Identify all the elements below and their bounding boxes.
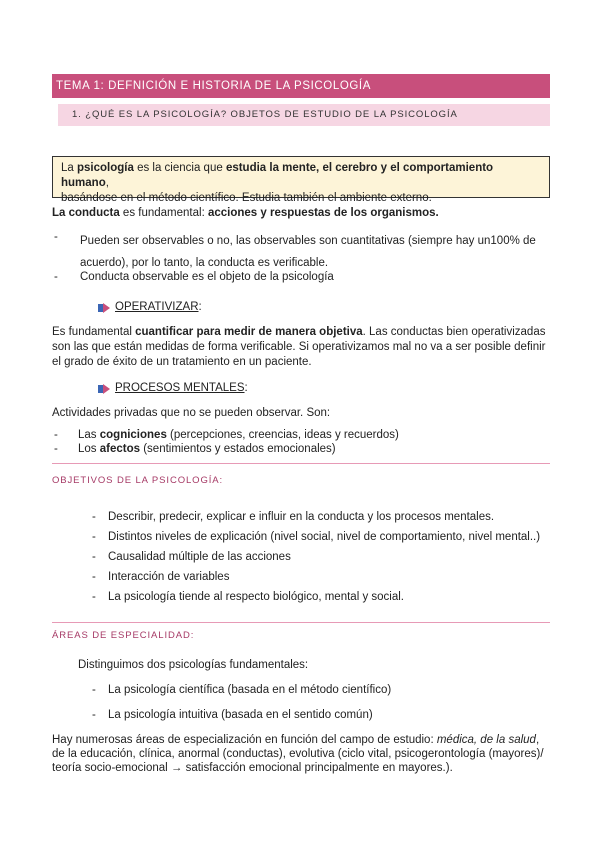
areas-item: La psicología intuitiva (basada en el sentido común): [108, 709, 373, 721]
dash-marker: -: [92, 591, 96, 603]
definition-emphasis: estudia la mente, el cerebro y el comportamiento humano: [61, 162, 494, 189]
definition-text: ,: [105, 177, 109, 189]
operativizar-text: Es fundamental: [52, 326, 136, 338]
dash-marker: -: [92, 511, 96, 523]
bullet-arrow-icon: [98, 303, 110, 313]
dash-marker: -: [92, 709, 96, 721]
conducta-bullet-1-line-1: Pueden ser observables o no, las observables son cuantitativas (siempre hay un100% de: [80, 235, 536, 247]
definition-box: [52, 156, 550, 204]
dash-marker: -: [54, 429, 58, 441]
procesos-heading: [115, 381, 248, 396]
procesos-term: afectos: [99, 443, 141, 455]
operativizar-emphasis: cuantificar para medir de manera objetiva: [135, 326, 363, 338]
conducta-paragraph: [52, 206, 439, 221]
objetivos-item: Describir, predecir, explicar e influir en la conducta y los procesos mentales.: [108, 511, 495, 523]
procesos-intro: Actividades privadas que no se pueden observar. Son:: [52, 407, 331, 419]
procesos-item-2: [78, 442, 336, 457]
procesos-text: (percepciones, creencias, ideas y recuerdos): [166, 429, 399, 441]
page-title: TEMA 1: DEFNICIÓN E HISTORIA DE LA PSICOLOGÍA: [52, 74, 550, 98]
areas-italic: médica, de la salud: [436, 734, 536, 746]
operativizar-line-3: el grado de éxito de un tratamiento en un paciente.: [52, 356, 312, 368]
procesos-heading-text: PROCESOS MENTALES: [115, 382, 245, 394]
definition-line-2: basándose en el método científico. Estudia también el ambiente externo.: [61, 192, 432, 204]
conducta-bullet-2: Conducta observable es el objeto de la psicología: [80, 271, 334, 283]
section-title: 1. ¿QUÉ ES LA PSICOLOGÍA? OBJETOS DE ESTUDIO DE LA PSICOLOGÍA: [58, 104, 550, 126]
section-divider: [52, 622, 550, 623]
operativizar-heading-text: OPERATIVIZAR: [115, 301, 199, 313]
areas-paragraph-line-1: [52, 733, 539, 748]
dash-marker: -: [54, 271, 58, 283]
dash-marker: -: [54, 443, 58, 455]
procesos-text: (sentimientos y estados emocionales): [140, 443, 336, 455]
dash-marker: -: [92, 571, 96, 583]
definition-line-1: [61, 161, 541, 191]
conducta-emphasis: acciones y respuestas de los organismos.: [207, 207, 439, 219]
definition-text: es la ciencia que: [133, 162, 226, 174]
dash-marker: -: [92, 531, 96, 543]
conducta-term: La conducta: [52, 207, 120, 219]
procesos-term: cogniciones: [99, 429, 167, 441]
dash-marker: -: [92, 684, 96, 696]
conducta-text: es fundamental:: [119, 207, 208, 219]
section-divider: [52, 463, 550, 464]
areas-intro: Distinguimos dos psicologías fundamentales:: [78, 659, 309, 671]
definition-term: psicología: [77, 162, 134, 174]
operativizar-text: . Las conductas bien operativizadas: [362, 326, 546, 338]
objetivos-item: Causalidad múltiple de las acciones: [108, 551, 291, 563]
procesos-text: Los: [78, 443, 100, 455]
operativizar-line-1: [52, 325, 545, 340]
dash-marker: -: [54, 231, 58, 243]
objetivos-item: La psicología tiende al respecto biológico, mental y social.: [108, 591, 404, 603]
bullet-arrow-icon: [98, 384, 110, 394]
operativizar-line-2: son las que están medidas de forma verificable. Si operativizamos mal no va a ser posible definir: [52, 341, 546, 353]
objetivos-item: Distintos niveles de explicación (nivel social, nivel de comportamiento, nivel mental..): [108, 531, 541, 543]
areas-text: Hay numerosas áreas de especialización en función del campo de estudio:: [52, 734, 437, 746]
heading-colon: :: [198, 301, 202, 313]
conducta-bullet-1-line-2: acuerdo), por lo tanto, la conducta es verificable.: [80, 257, 329, 269]
procesos-text: Las: [78, 429, 100, 441]
definition-text: La: [61, 162, 77, 174]
procesos-item-1: [78, 428, 399, 443]
areas-paragraph-line-2: de la educación, clínica, anormal (conductas), evolutiva (ciclo vital, psicogerontología (mayores)/: [52, 748, 544, 760]
areas-paragraph-line-3: teoría socio-emocional → satisfacción emocional principalmente en mayores.).: [52, 762, 453, 774]
areas-item: La psicología científica (basada en el método científico): [108, 684, 392, 696]
operativizar-heading: [115, 300, 202, 315]
areas-text: ,: [535, 734, 540, 746]
areas-heading: ÁREAS DE ESPECIALIDAD:: [52, 630, 195, 641]
objetivos-heading: OBJETIVOS DE LA PSICOLOGÍA:: [52, 475, 224, 486]
conducta-bullet-1: [80, 230, 536, 274]
dash-marker: -: [92, 551, 96, 563]
heading-colon: :: [244, 382, 248, 394]
objetivos-item: Interacción de variables: [108, 571, 230, 583]
